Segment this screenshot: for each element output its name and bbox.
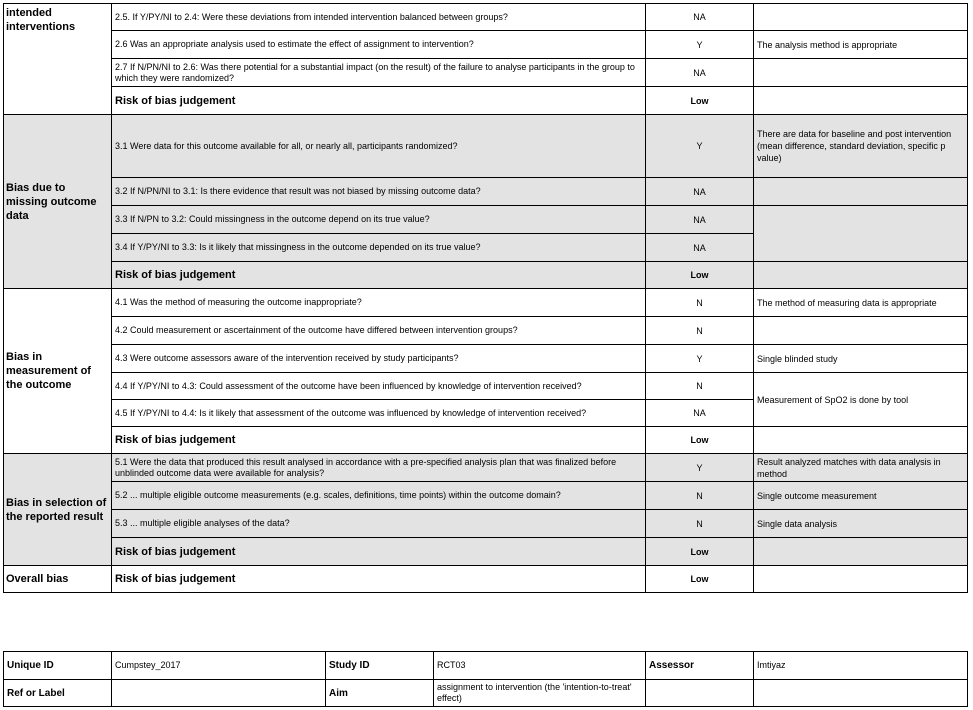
table-row [4,206,968,234]
domain-label-intended-interventions: intended interventions [4,4,112,115]
assessor-label: Assessor [646,652,754,680]
comment-4-3: Single blinded study [754,345,968,373]
table-row [4,652,968,680]
judgement-label-domain-5: Risk of bias judgement [112,538,646,566]
comment-4-2 [754,317,968,345]
question-3-2: 3.2 If N/PN/NI to 3.1: Is there evidence that result was not biased by missing outcome data? [112,178,646,206]
answer-3-1: Y [646,115,754,178]
aim-value: assignment to intervention (the 'intention-to-treat' effect) [434,680,646,707]
comment-4-4: Measurement of SpO2 is done by tool [754,373,968,427]
answer-4-1: N [646,289,754,317]
table-row [4,538,968,566]
question-5-3: 5.3 ... multiple eligible analyses of the data? [112,510,646,538]
comment-5-2: Single outcome measurement [754,482,968,510]
question-2-7: 2.7 If N/PN/NI to 2.6: Was there potential for a substantial impact (on the result) of the failure to analyse participants in the group to which they were randomized? [112,59,646,87]
judgement-value-domain-3: Low [646,262,754,289]
unique-id-label: Unique ID [4,652,112,680]
table-row [4,4,968,31]
answer-2-7: NA [646,59,754,87]
table-row [4,454,968,482]
question-5-2: 5.2 ... multiple eligible outcome measurements (e.g. scales, definitions, time points) within the outcome domain? [112,482,646,510]
risk-of-bias-table [3,3,968,593]
table-row [4,59,968,87]
judgement-label-domain-2: Risk of bias judgement [112,87,646,115]
domain-label-overall-bias: Overall bias [4,566,112,593]
comment-2-5 [754,4,968,31]
assessor-value: Imtiyaz [754,652,968,680]
comment-5-3: Single data analysis [754,510,968,538]
table-row [4,87,968,115]
answer-4-4: N [646,373,754,400]
comment-4-1: The method of measuring data is appropriate [754,289,968,317]
question-4-3: 4.3 Were outcome assessors aware of the intervention received by study participants? [112,345,646,373]
question-3-4: 3.4 If Y/PY/NI to 3.3: Is it likely that missingness in the outcome depended on its true value? [112,234,646,262]
question-4-1: 4.1 Was the method of measuring the outcome inappropriate? [112,289,646,317]
table-row [4,427,968,454]
judgement-value-overall: Low [646,566,754,593]
table-row [4,510,968,538]
judgement-value-domain-4: Low [646,427,754,454]
judgement-label-domain-4: Risk of bias judgement [112,427,646,454]
table-row [4,115,968,178]
answer-4-2: N [646,317,754,345]
answer-2-6: Y [646,31,754,59]
ref-value [112,680,326,707]
question-2-6: 2.6 Was an appropriate analysis used to estimate the effect of assignment to intervention? [112,31,646,59]
comment-2-6: The analysis method is appropriate [754,31,968,59]
table-row [4,566,968,593]
question-3-3: 3.3 If N/PN to 3.2: Could missingness in the outcome depend on its true value? [112,206,646,234]
table-row [4,680,968,707]
judgement-value-domain-2: Low [646,87,754,115]
study-id-label: Study ID [326,652,434,680]
table-row [4,289,968,317]
answer-4-3: Y [646,345,754,373]
question-3-1: 3.1 Were data for this outcome available for all, or nearly all, participants randomized? [112,115,646,178]
unique-id-value: Cumpstey_2017 [112,652,326,680]
question-5-1: 5.1 Were the data that produced this result analysed in accordance with a pre-specified analysis plan that was finalized before unblinded outcome data were available for analysis? [112,454,646,482]
table-row [4,317,968,345]
answer-3-2: NA [646,178,754,206]
domain-label-missing-outcome-data: Bias due to missing outcome data [4,115,112,289]
question-2-5: 2.5. If Y/PY/NI to 2.4: Were these deviations from intended intervention balanced between groups? [112,4,646,31]
comment-2-7 [754,59,968,87]
table-row [4,262,968,289]
study-id-value: RCT03 [434,652,646,680]
answer-2-5: NA [646,4,754,31]
domain-label-selection-of-reported-result: Bias in selection of the reported result [4,454,112,566]
table-row [4,31,968,59]
judgement-label-domain-3: Risk of bias judgement [112,262,646,289]
table-row [4,482,968,510]
question-4-5: 4.5 If Y/PY/NI to 4.4: Is it likely that assessment of the outcome was influenced by knowledge of intervention received? [112,400,646,427]
comment-3-1: There are data for baseline and post intervention (mean difference, standard deviation, specific p value) [754,115,968,178]
judgement-value-domain-5: Low [646,538,754,566]
question-4-2: 4.2 Could measurement or ascertainment of the outcome have differed between intervention groups? [112,317,646,345]
answer-5-2: N [646,482,754,510]
answer-3-4: NA [646,234,754,262]
answer-3-3: NA [646,206,754,234]
table-row [4,373,968,400]
ref-label: Ref or Label [4,680,112,707]
answer-4-5: NA [646,400,754,427]
answer-5-3: N [646,510,754,538]
table-row [4,345,968,373]
study-info-table [3,651,968,707]
aim-label: Aim [326,680,434,707]
comment-5-1: Result analyzed matches with data analysis in method [754,454,968,482]
domain-label-measurement-of-outcome: Bias in measurement of the outcome [4,289,112,454]
judgement-label-overall: Risk of bias judgement [112,566,646,593]
table-row [4,178,968,206]
question-4-4: 4.4 If Y/PY/NI to 4.3: Could assessment of the outcome have been influenced by knowledge of intervention received? [112,373,646,400]
answer-5-1: Y [646,454,754,482]
